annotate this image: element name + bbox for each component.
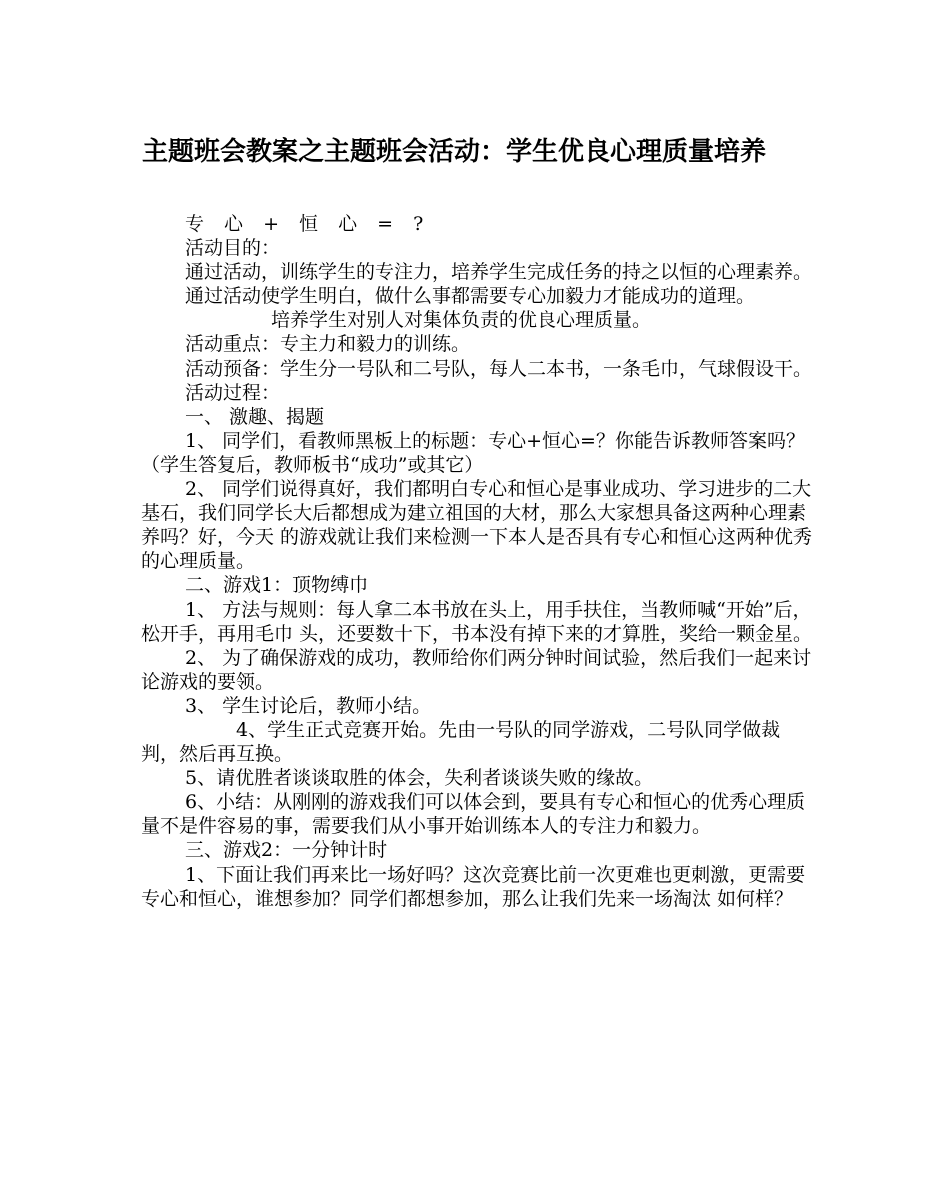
paragraph: 4、学生正式竞赛开始。先由一号队的同学游戏，二号队同学做裁判，然后再互换。 xyxy=(141,718,781,766)
paragraph: 活动预备：学生分一号队和二号队，每人二本书，一条毛巾，气球假设干。 xyxy=(185,357,813,380)
paragraph: 6、小结：从刚刚的游戏我们可以体会到，要具有专心和恒心的优秀心理质量不是件容易的事，需要我们从小事开始训练本人的专注力和毅力。 xyxy=(141,791,806,838)
document-title: 主题班会教案之主题班会活动：学生优良心理质量培养 xyxy=(142,137,767,167)
formula-line: 专 心 + 恒 心 = ? xyxy=(185,213,431,235)
paragraph: 5、请优胜者谈谈取胜的体会，失利者谈谈失败的缘故。 xyxy=(185,767,654,790)
paragraph: 通过活动，训练学生的专注力，培养学生完成任务的持之以恒的心理素养。 xyxy=(185,261,813,284)
paragraph: 通过活动使学生明白，做什么事都需要专心加毅力才能成功的道理。 xyxy=(185,285,756,308)
paragraph: 1、 同学们，看教师黑板上的标题：专心+恒心=？你能告诉教师答案吗？（学生答复后，教师板书“成功”或其它） xyxy=(141,429,805,476)
paragraph: 培养学生对别人对集体负责的优良心理质量。 xyxy=(271,309,652,332)
document-body xyxy=(141,212,813,911)
section-heading-purpose: 活动目的： xyxy=(185,237,281,260)
paragraph: 2、 为了确保游戏的成功，教师给你们两分钟时间试验，然后我们一起来讨论游戏的要领。 xyxy=(141,646,812,693)
section-heading-part-2: 二、游戏1：顶物缚巾 xyxy=(185,574,369,597)
paragraph: 1、下面让我们再来比一场好吗？这次竞赛比前一次更难也更刺激，更需要专心和恒心，谁想参加？同学们都想参加，那么让我们先来一场淘汰 如何样？ xyxy=(141,863,806,910)
section-heading-part-1: 一、 激趣、揭题 xyxy=(185,405,325,428)
section-heading-part-3: 三、游戏2：一分钟计时 xyxy=(185,839,388,862)
paragraph: 3、 学生讨论后，教师小结。 xyxy=(185,694,432,717)
section-heading-process: 活动过程： xyxy=(185,381,281,404)
paragraph: 2、 同学们说得真好，我们都明白专心和恒心是事业成功、学习进步的二大基石，我们同学长大后都想成为建立祖国的大材，那么大家想具备这两种心理素养吗？好，今天 的游戏就让我们来检测一下本人是否具有专心和恒心这两种优秀的心理质量。 xyxy=(141,478,813,573)
paragraph: 活动重点：专主力和毅力的训练。 xyxy=(185,333,471,356)
paragraph: 1、 方法与规则：每人拿二本书放在头上，用手扶住，当教师喊“开始”后，松开手，再用毛巾 头，还要数十下，书本没有掉下来的才算胜，奖给一颗金星。 xyxy=(141,598,813,645)
